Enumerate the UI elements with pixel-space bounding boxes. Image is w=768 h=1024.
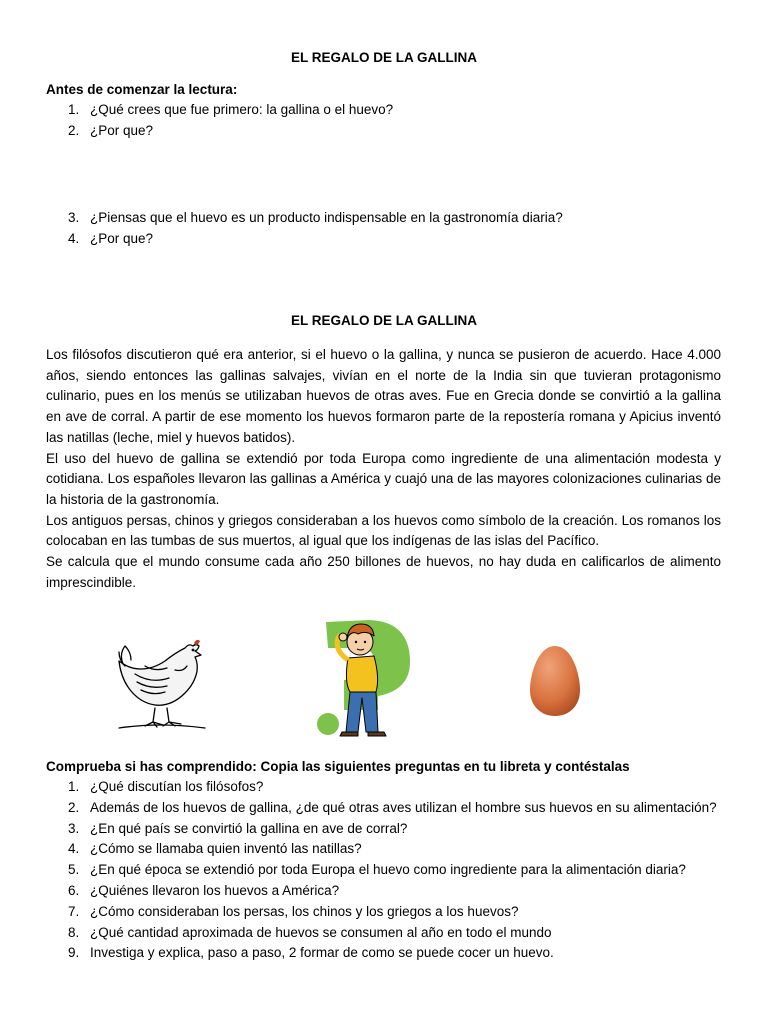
list-item: 4. ¿Cómo se llamaba quien inventó las natillas? — [68, 841, 362, 857]
list-item: 2. Además de los huevos de gallina, ¿de qué otras aves utilizan el hombre sus huevos en su alimentación? — [68, 799, 717, 815]
list-item: 8. ¿Qué cantidad aproximada de huevos se consumen al año en todo el mundo — [68, 924, 552, 940]
reading-paragraph: El uso del huevo de gallina se extendió por toda Europa como ingrediente de una alimentación modesta y cotidiana. Los españoles llevaron las gallinas a América y cuajó una de las mayores colonizaciones culinarias de la historia de la gastronomía. — [46, 450, 721, 507]
boy-with-question-mark — [310, 614, 422, 738]
list-item: 7. ¿Cómo consideraban los persas, los chinos y los griegos a los huevos? — [68, 903, 519, 919]
list-item: 3. ¿En qué país se convirtió la gallina en ave de corral? — [68, 820, 408, 836]
document-title: EL REGALO DE LA GALLINA — [290, 50, 477, 65]
list-item: 6. ¿Quiénes llevaron los huevos a América? — [68, 882, 340, 898]
list-item: 2. ¿Por que? — [68, 122, 154, 138]
pre-reading-questions-b — [46, 208, 722, 250]
list-item: 1. ¿Qué discutían los filósofos? — [68, 779, 264, 794]
boy-question-drawing — [310, 614, 422, 738]
list-item: 5. ¿En qué época se extendió por toda Europa el huevo como ingrediente para la alimentación diaria? — [68, 862, 686, 878]
list-item: 9. Investiga y explica, paso a paso, 2 formar de como se puede cocer un huevo. — [68, 945, 554, 961]
reading-paragraph: Los filósofos discutieron qué era anterior, si el huevo o la gallina, y nunca se pusieron de acuerdo. Hace 4.000 años, siendo entonces las gallinas salvajes, vivían en el norte de la India sin que tuvieran protagonismo culinario, pues en los menús se utilizaban huevos de otras aves. Fue en Grecia donde se convirtió a la gallina en ave de corral. A partir de ese momento los huevos formaron parte de la repostería romana y Apicius inventó las natillas (leche, miel y huevos batidos). — [46, 347, 721, 445]
reading-title: EL REGALO DE LA GALLINA — [290, 313, 477, 328]
pre-reading-heading: Antes de comenzar la lectura: — [46, 82, 238, 97]
brown-egg — [528, 644, 582, 718]
hen-illustration — [115, 636, 210, 731]
comprehension-questions — [46, 777, 722, 964]
list-item: 3. ¿Piensas que el huevo es un producto indispensable en la gastronomía diaria? — [68, 210, 563, 225]
comprehension-heading: Comprueba si has comprendido: Copia las siguientes preguntas en tu libreta y contéstalas — [46, 759, 630, 774]
hen-drawing — [115, 636, 210, 731]
list-item: 1. ¿Qué crees que fue primero: la gallina o el huevo? — [68, 102, 394, 117]
list-item: 4. ¿Por que? — [68, 230, 154, 246]
reading-paragraph: Los antiguos persas, chinos y griegos consideraban a los huevos como símbolo de la creación. Los romanos los colocaban en las tumbas de sus muertos, al igual que los indígenas de las islas del Pacífico. — [46, 512, 721, 549]
reading-text — [46, 345, 721, 593]
pre-reading-questions-a — [46, 100, 722, 142]
egg-drawing — [528, 644, 582, 718]
reading-paragraph: Se calcula que el mundo consume cada año 250 billones de huevos, no hay duda en calificarlos de alimento imprescindible. — [46, 554, 721, 590]
